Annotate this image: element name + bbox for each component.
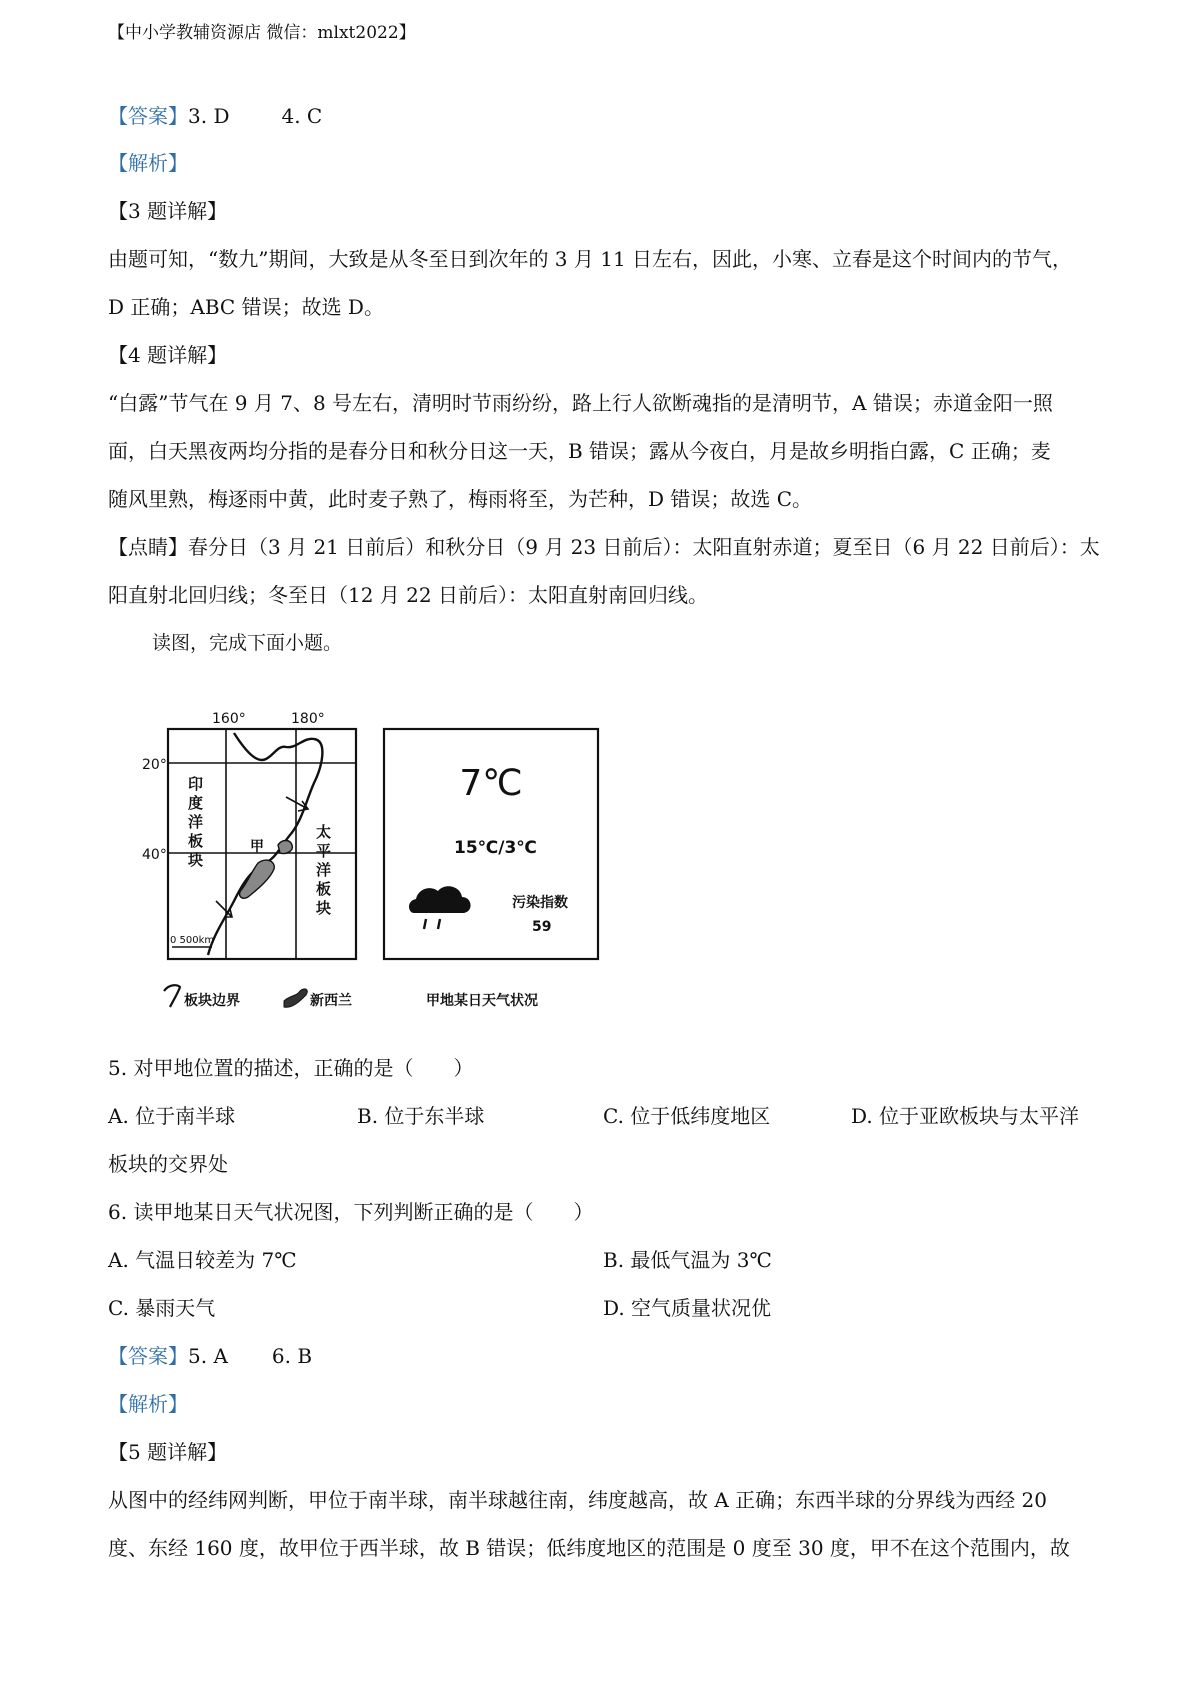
svg-text:板: 板 bbox=[188, 832, 204, 850]
legend-nz-label: 新西兰 bbox=[310, 993, 352, 1009]
q6-option-c: C. 暴雨天气 bbox=[108, 1296, 216, 1320]
q5-option-d-continued: 板块的交界处 bbox=[108, 1152, 228, 1176]
pollution-label: 污染指数 bbox=[512, 895, 568, 911]
q3-detail-line: 由题可知，“数九”期间，大致是从冬至日到次年的 3 月 11 日左右，因此，小寒、立春是这个时间内的节气， bbox=[108, 247, 1073, 271]
q5-stem: 5. 对甲地位置的描述，正确的是（ ） bbox=[108, 1056, 474, 1080]
answer-5: 5. A bbox=[188, 1344, 228, 1368]
q5-detail-title: 【5 题详解】 bbox=[108, 1440, 228, 1464]
answer-4: 4. C bbox=[281, 104, 323, 128]
lat-label-40: 40° bbox=[142, 847, 167, 863]
pollution-value: 59 bbox=[532, 919, 552, 935]
plate-label-pacific bbox=[316, 823, 331, 917]
q6-option-b: B. 最低气温为 3℃ bbox=[603, 1248, 772, 1272]
weather-temperature: 7℃ bbox=[459, 763, 523, 804]
q5-option-d: D. 位于亚欧板块与太平洋 bbox=[851, 1104, 1080, 1128]
svg-text:度: 度 bbox=[188, 794, 204, 812]
place-label-jia: 甲 bbox=[250, 839, 264, 855]
q4-detail-line: “白露”节气在 9 月 7、8 号左右，清明时节雨纷纷，路上行人欲断魂指的是清明节，A 错误；赤道金阳一照 bbox=[108, 391, 1053, 415]
analysis-label: 【解析】 bbox=[108, 1392, 188, 1416]
read-prompt: 读图，完成下面小题。 bbox=[152, 632, 343, 654]
q5-option-a: A. 位于南半球 bbox=[108, 1104, 236, 1128]
lon-label-160: 160° bbox=[212, 711, 246, 727]
analysis-label: 【解析】 bbox=[108, 151, 188, 175]
q3-detail-line: D 正确；ABC 错误；故选 D。 bbox=[108, 295, 384, 319]
plate-boundary-line bbox=[208, 733, 322, 955]
q5-detail-line: 从图中的经纬网判断，甲位于南半球，南半球越往南，纬度越高，故 A 正确；东西半球的分界线为西经 20 bbox=[108, 1488, 1047, 1512]
svg-text:太: 太 bbox=[316, 823, 332, 841]
svg-text:洋: 洋 bbox=[316, 861, 332, 879]
weather-temp-range: 15℃/3℃ bbox=[454, 838, 537, 858]
q5-option-c: C. 位于低纬度地区 bbox=[603, 1104, 771, 1128]
svg-text:平: 平 bbox=[316, 842, 332, 860]
answer-line bbox=[108, 104, 322, 128]
q5-detail-line: 度、东经 160 度，故甲位于西半球，故 B 错误；低纬度地区的范围是 0 度至 30 度，甲不在这个范围内，故 bbox=[108, 1536, 1070, 1560]
weather-caption: 甲地某日天气状况 bbox=[426, 993, 538, 1009]
lat-label-20: 20° bbox=[142, 757, 167, 773]
svg-text:板: 板 bbox=[316, 880, 332, 898]
q6-option-a: A. 气温日较差为 7℃ bbox=[108, 1248, 297, 1272]
point-line: 【点睛】春分日（3 月 21 日前后）和秋分日（9 月 23 日前后）：太阳直射赤道；夏至日（6 月 22 日前后）：太 bbox=[108, 535, 1100, 559]
legend-boundary-icon bbox=[164, 985, 180, 1007]
answer-line bbox=[108, 1344, 312, 1368]
svg-text:印: 印 bbox=[188, 775, 204, 793]
q6-option-d: D. 空气质量状况优 bbox=[603, 1296, 772, 1320]
svg-text:块: 块 bbox=[188, 851, 204, 869]
plate-label-indian bbox=[188, 775, 203, 869]
q3-detail-title: 【3 题详解】 bbox=[108, 199, 228, 223]
q4-detail-line: 随风里熟，梅逐雨中黄，此时麦子熟了，梅雨将至，为芒种，D 错误；故选 C。 bbox=[108, 487, 813, 511]
q4-detail-line: 面，白天黑夜两均分指的是春分日和秋分日这一天，B 错误；露从今夜白，月是故乡明指白露，C 正确；麦 bbox=[108, 439, 1051, 463]
scale-label: 0 500km bbox=[170, 935, 215, 946]
legend-nz-icon bbox=[284, 989, 307, 1007]
new-zealand-shape bbox=[240, 841, 293, 899]
q5-option-b: B. 位于东半球 bbox=[357, 1104, 485, 1128]
q4-detail-title: 【4 题详解】 bbox=[108, 343, 228, 367]
answer-label: 【答案】 bbox=[108, 1344, 188, 1368]
page-header: 【中小学教辅资源店 微信：mlxt2022】 bbox=[108, 23, 416, 43]
q6-stem: 6. 读甲地某日天气状况图，下列判断正确的是（ ） bbox=[108, 1200, 594, 1224]
answer-3: 3. D bbox=[188, 104, 230, 128]
rain-cloud-icon bbox=[409, 886, 471, 929]
legend-boundary-label: 板块边界 bbox=[184, 993, 240, 1009]
point-line: 阳直射北回归线；冬至日（12 月 22 日前后）：太阳直射南回归线。 bbox=[108, 583, 708, 607]
answer-label: 【答案】 bbox=[108, 104, 188, 128]
svg-text:洋: 洋 bbox=[188, 813, 204, 831]
answer-6: 6. B bbox=[271, 1344, 313, 1368]
lon-label-180: 180° bbox=[291, 711, 325, 727]
plate-motion-arrow bbox=[286, 797, 308, 811]
map-weather-figure bbox=[108, 675, 668, 1020]
svg-text:块: 块 bbox=[316, 899, 332, 917]
